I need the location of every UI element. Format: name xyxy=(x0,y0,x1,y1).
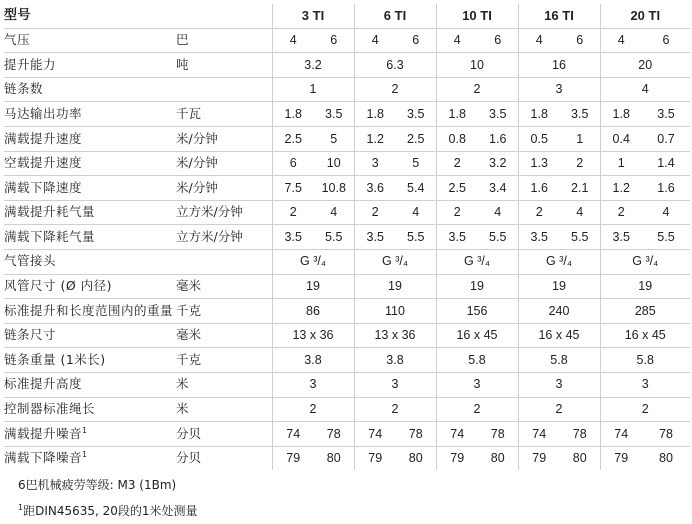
value-cell: 2 xyxy=(354,397,436,422)
value-cell: G ³/₄ xyxy=(436,249,518,274)
value-cell: 2 xyxy=(436,77,518,102)
row-label xyxy=(4,422,176,447)
value-cell: 1.8 xyxy=(600,102,642,127)
spec-row xyxy=(4,200,690,225)
row-unit: 米 xyxy=(176,397,272,422)
value-cell: 80 xyxy=(314,446,354,470)
value-cell: 3.5 xyxy=(314,102,354,127)
row-label-text: 提升能力 xyxy=(4,56,57,72)
model-header: 3 TI xyxy=(272,4,354,28)
value-cell: 0.8 xyxy=(436,126,478,151)
value-cell: 4 xyxy=(396,200,436,225)
row-label-text: 气压 xyxy=(4,32,31,48)
value-cell: 0.7 xyxy=(642,126,690,151)
value-cell: 10 xyxy=(314,151,354,176)
value-cell: 0.5 xyxy=(518,126,560,151)
value-cell: 1.8 xyxy=(354,102,396,127)
value-cell: 78 xyxy=(642,422,690,447)
row-unit: 分贝 xyxy=(176,422,272,447)
row-label-text: 风管尺寸 (Ø 内径) xyxy=(4,278,113,294)
unit-header xyxy=(176,4,272,28)
value-cell: 3.5 xyxy=(560,102,600,127)
model-header: 16 TI xyxy=(518,4,600,28)
value-cell: 1.8 xyxy=(436,102,478,127)
row-label-text: 满载提升噪音 xyxy=(4,425,83,441)
value-cell: 3.5 xyxy=(642,102,690,127)
value-cell: 5.8 xyxy=(518,348,600,373)
value-cell: 10.8 xyxy=(314,176,354,201)
value-cell: 2 xyxy=(560,151,600,176)
value-cell: 3.8 xyxy=(272,348,354,373)
value-cell: 3 xyxy=(354,372,436,397)
value-cell: 3.2 xyxy=(272,53,354,78)
value-cell: 6 xyxy=(396,28,436,53)
value-cell: 6 xyxy=(478,28,518,53)
model-header: 6 TI xyxy=(354,4,436,28)
row-label xyxy=(4,200,176,225)
value-cell: 74 xyxy=(436,422,478,447)
row-unit: 千克 xyxy=(176,299,272,324)
value-cell: 2 xyxy=(518,200,560,225)
value-cell: 3 xyxy=(518,77,600,102)
value-cell: 3.5 xyxy=(600,225,642,250)
value-cell: 3.8 xyxy=(354,348,436,373)
row-unit xyxy=(176,77,272,102)
value-cell: 2 xyxy=(600,397,690,422)
value-cell: 4 xyxy=(600,28,642,53)
spec-row xyxy=(4,348,690,373)
value-cell: 3 xyxy=(600,372,690,397)
value-cell: 2.5 xyxy=(272,126,314,151)
value-cell: 3 xyxy=(518,372,600,397)
value-cell: 5.5 xyxy=(642,225,690,250)
value-cell: 2 xyxy=(272,200,314,225)
value-cell: 3 xyxy=(272,372,354,397)
row-label xyxy=(4,446,176,470)
spec-table xyxy=(4,4,690,470)
value-cell: 19 xyxy=(518,274,600,299)
value-cell: 6.3 xyxy=(354,53,436,78)
row-unit: 米 xyxy=(176,372,272,397)
value-cell: G ³/₄ xyxy=(600,249,690,274)
spec-row xyxy=(4,446,690,470)
value-cell: 3.5 xyxy=(272,225,314,250)
row-label-text: 链条数 xyxy=(4,81,44,97)
value-cell: 1 xyxy=(272,77,354,102)
value-cell: 3.2 xyxy=(478,151,518,176)
row-unit: 分贝 xyxy=(176,446,272,470)
value-cell: 16 x 45 xyxy=(436,323,518,348)
value-cell: 80 xyxy=(478,446,518,470)
value-cell: G ³/₄ xyxy=(272,249,354,274)
row-label xyxy=(4,28,176,53)
row-label-text: 满载下降噪音 xyxy=(4,450,83,466)
value-cell: 78 xyxy=(478,422,518,447)
row-label xyxy=(4,372,176,397)
row-unit: 毫米 xyxy=(176,274,272,299)
value-cell: 2.1 xyxy=(560,176,600,201)
value-cell: 3.5 xyxy=(436,225,478,250)
row-label-text: 气管接头 xyxy=(4,253,57,269)
value-cell: 4 xyxy=(314,200,354,225)
row-label xyxy=(4,323,176,348)
row-unit: 米/分钟 xyxy=(176,151,272,176)
value-cell: 4 xyxy=(478,200,518,225)
row-unit: 立方米/分钟 xyxy=(176,225,272,250)
row-unit: 米/分钟 xyxy=(176,126,272,151)
value-cell: 1.2 xyxy=(600,176,642,201)
value-cell: 86 xyxy=(272,299,354,324)
value-cell: 2 xyxy=(272,397,354,422)
value-cell: 5.5 xyxy=(560,225,600,250)
value-cell: 285 xyxy=(600,299,690,324)
model-header: 10 TI xyxy=(436,4,518,28)
row-unit: 立方米/分钟 xyxy=(176,200,272,225)
row-label-text: 满载下降速度 xyxy=(4,179,83,195)
row-unit: 毫米 xyxy=(176,323,272,348)
value-cell: 4 xyxy=(436,28,478,53)
row-unit: 巴 xyxy=(176,28,272,53)
value-cell: 20 xyxy=(600,53,690,78)
footnote-marker: 1 xyxy=(82,450,88,460)
value-cell: 79 xyxy=(600,446,642,470)
value-cell: 19 xyxy=(600,274,690,299)
noise-note xyxy=(18,498,198,524)
row-label xyxy=(4,77,176,102)
value-cell: 3.5 xyxy=(354,225,396,250)
value-cell: 6 xyxy=(642,28,690,53)
row-label-text: 空载提升速度 xyxy=(4,155,83,171)
value-cell: 0.4 xyxy=(600,126,642,151)
value-cell: 2 xyxy=(354,77,436,102)
value-cell: 4 xyxy=(272,28,314,53)
value-cell: 6 xyxy=(560,28,600,53)
spec-row xyxy=(4,249,690,274)
header-row xyxy=(4,4,690,28)
value-cell: 3.5 xyxy=(478,102,518,127)
spec-row xyxy=(4,323,690,348)
value-cell: 78 xyxy=(314,422,354,447)
value-cell: 2 xyxy=(436,151,478,176)
row-label-text: 马达输出功率 xyxy=(4,105,83,121)
spec-row xyxy=(4,225,690,250)
row-label-text: 满载提升耗气量 xyxy=(4,204,96,220)
spec-row xyxy=(4,274,690,299)
value-cell: 2.5 xyxy=(396,126,436,151)
spec-row xyxy=(4,77,690,102)
value-cell: 240 xyxy=(518,299,600,324)
model-header: 20 TI xyxy=(600,4,690,28)
value-cell: 1 xyxy=(560,126,600,151)
value-cell: 19 xyxy=(436,274,518,299)
value-cell: 80 xyxy=(396,446,436,470)
value-cell: 5 xyxy=(314,126,354,151)
row-label xyxy=(4,299,176,324)
value-cell: 1.6 xyxy=(642,176,690,201)
value-cell: 5.5 xyxy=(314,225,354,250)
row-unit: 千瓦 xyxy=(176,102,272,127)
value-cell: 2 xyxy=(354,200,396,225)
row-label-text: 标准提升高度 xyxy=(4,376,83,392)
value-cell: 3 xyxy=(436,372,518,397)
row-label xyxy=(4,348,176,373)
value-cell: 156 xyxy=(436,299,518,324)
value-cell: 13 x 36 xyxy=(354,323,436,348)
row-label xyxy=(4,274,176,299)
value-cell: 3.5 xyxy=(518,225,560,250)
value-cell: 110 xyxy=(354,299,436,324)
noise-note-text: 距DIN45635, 20段的1米处测量 xyxy=(23,504,198,518)
value-cell: 3.4 xyxy=(478,176,518,201)
value-cell: 79 xyxy=(272,446,314,470)
value-cell: 7.5 xyxy=(272,176,314,201)
value-cell: 4 xyxy=(518,28,560,53)
value-cell: 79 xyxy=(436,446,478,470)
model-label: 型号 xyxy=(4,8,32,24)
value-cell: 1.3 xyxy=(518,151,560,176)
spec-row xyxy=(4,126,690,151)
value-cell: 3.5 xyxy=(396,102,436,127)
value-cell: 5.5 xyxy=(396,225,436,250)
value-cell: 5.4 xyxy=(396,176,436,201)
value-cell: 19 xyxy=(272,274,354,299)
value-cell: 79 xyxy=(354,446,396,470)
row-label-text: 链条重量 (1米长) xyxy=(4,351,106,367)
value-cell: G ³/₄ xyxy=(518,249,600,274)
spec-row xyxy=(4,53,690,78)
row-label-text: 标准提升和长度范围内的重量 xyxy=(4,302,174,318)
row-label xyxy=(4,126,176,151)
spec-row xyxy=(4,422,690,447)
value-cell: 74 xyxy=(354,422,396,447)
fatigue-note: 6巴机械疲劳等级: M3 (1Bm) xyxy=(18,478,177,492)
value-cell: 2 xyxy=(600,200,642,225)
value-cell: 1.6 xyxy=(518,176,560,201)
row-label-text: 控制器标准绳长 xyxy=(4,401,96,417)
spec-row xyxy=(4,28,690,53)
spec-sheet xyxy=(4,4,690,518)
value-cell: 16 xyxy=(518,53,600,78)
value-cell: 1.6 xyxy=(478,126,518,151)
value-cell: G ³/₄ xyxy=(354,249,436,274)
row-label-text: 满载提升速度 xyxy=(4,130,83,146)
spec-row xyxy=(4,299,690,324)
value-cell: 10 xyxy=(436,53,518,78)
value-cell: 5.5 xyxy=(478,225,518,250)
value-cell: 80 xyxy=(560,446,600,470)
value-cell: 4 xyxy=(600,77,690,102)
footnote-marker: 1 xyxy=(18,503,24,512)
row-label-text: 链条尺寸 xyxy=(4,327,57,343)
value-cell: 2 xyxy=(518,397,600,422)
value-cell: 78 xyxy=(560,422,600,447)
value-cell: 2.5 xyxy=(436,176,478,201)
row-label xyxy=(4,53,176,78)
value-cell: 78 xyxy=(396,422,436,447)
value-cell: 19 xyxy=(354,274,436,299)
value-cell: 1.4 xyxy=(642,151,690,176)
value-cell: 13 x 36 xyxy=(272,323,354,348)
value-cell: 79 xyxy=(518,446,560,470)
value-cell: 1.8 xyxy=(272,102,314,127)
value-cell: 2 xyxy=(436,200,478,225)
value-cell: 2 xyxy=(436,397,518,422)
row-label xyxy=(4,225,176,250)
spec-row xyxy=(4,102,690,127)
value-cell: 6 xyxy=(314,28,354,53)
value-cell: 5.8 xyxy=(600,348,690,373)
value-cell: 1.8 xyxy=(518,102,560,127)
row-unit: 吨 xyxy=(176,53,272,78)
value-cell: 74 xyxy=(272,422,314,447)
spec-row xyxy=(4,397,690,422)
row-unit xyxy=(176,249,272,274)
row-label xyxy=(4,249,176,274)
value-cell: 6 xyxy=(272,151,314,176)
value-cell: 74 xyxy=(518,422,560,447)
value-cell: 1 xyxy=(600,151,642,176)
row-label xyxy=(4,176,176,201)
row-label xyxy=(4,151,176,176)
value-cell: 74 xyxy=(600,422,642,447)
value-cell: 4 xyxy=(354,28,396,53)
row-label-text: 满载下降耗气量 xyxy=(4,228,96,244)
spec-row xyxy=(4,151,690,176)
row-label xyxy=(4,397,176,422)
row-unit: 米/分钟 xyxy=(176,176,272,201)
value-cell: 4 xyxy=(642,200,690,225)
spec-row xyxy=(4,372,690,397)
value-cell: 5.8 xyxy=(436,348,518,373)
row-label xyxy=(4,102,176,127)
value-cell: 5 xyxy=(396,151,436,176)
value-cell: 3.6 xyxy=(354,176,396,201)
value-cell: 16 x 45 xyxy=(600,323,690,348)
footnotes xyxy=(18,472,198,524)
row-unit: 千克 xyxy=(176,348,272,373)
value-cell: 1.2 xyxy=(354,126,396,151)
spec-row xyxy=(4,176,690,201)
value-cell: 4 xyxy=(560,200,600,225)
value-cell: 80 xyxy=(642,446,690,470)
footnote-marker: 1 xyxy=(82,425,88,435)
value-cell: 16 x 45 xyxy=(518,323,600,348)
value-cell: 3 xyxy=(354,151,396,176)
